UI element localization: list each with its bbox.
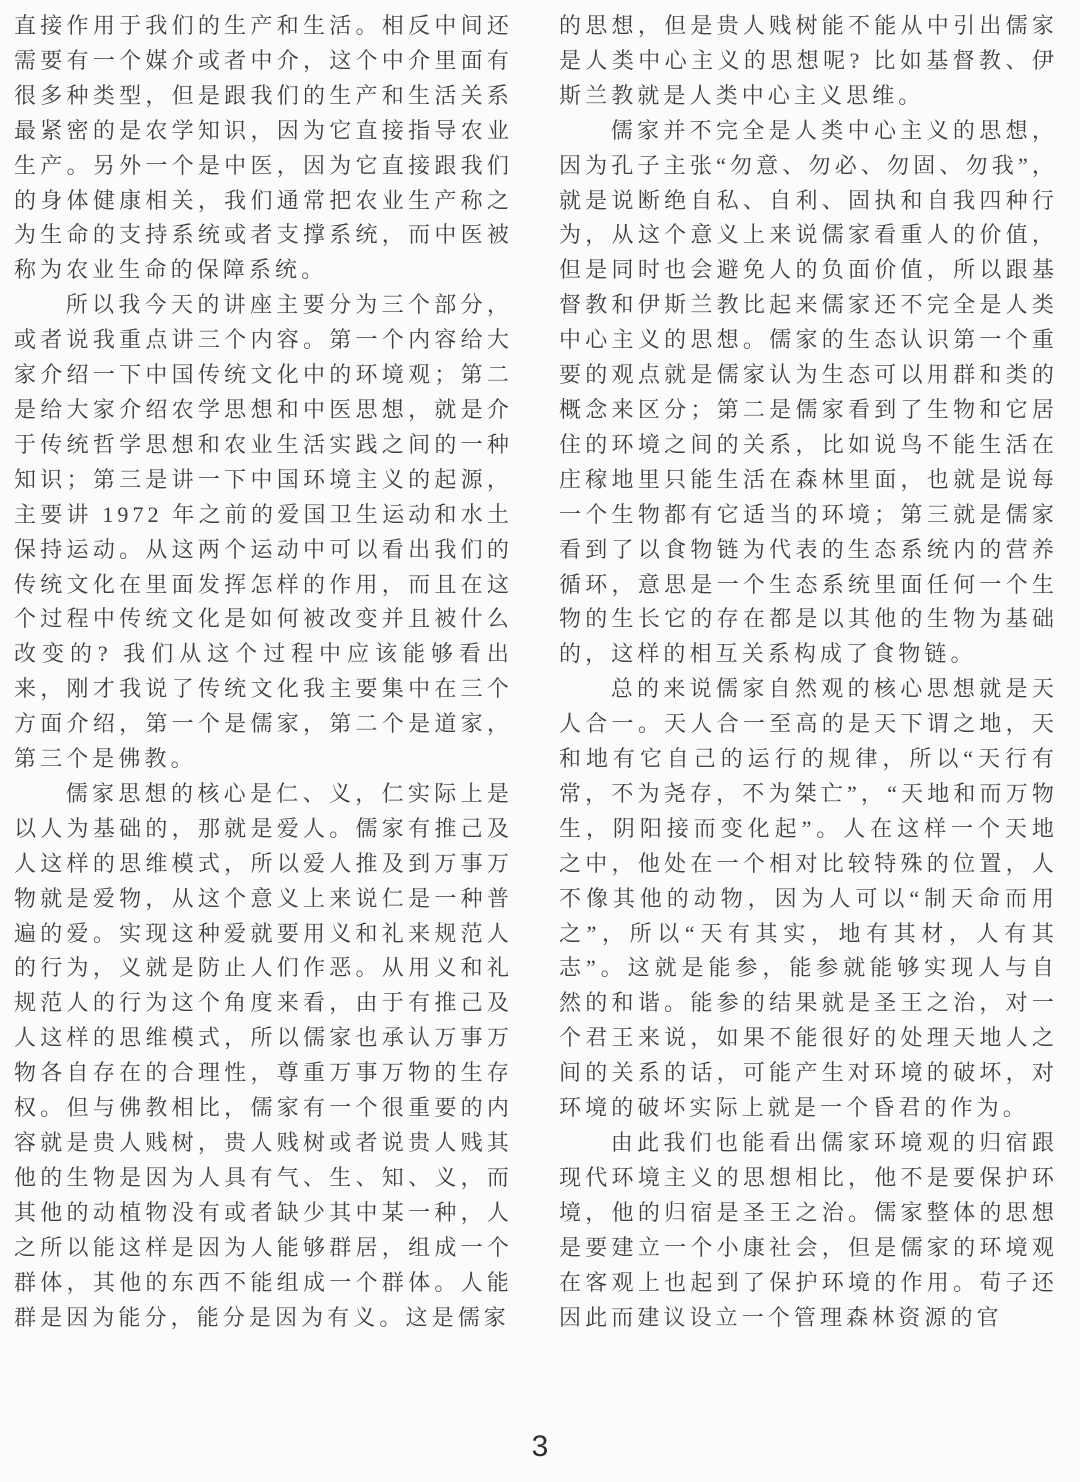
- page-footer: [0, 1430, 1080, 1464]
- two-column-text-layout: [14, 9, 1058, 1335]
- paragraph: 由此我们也能看出儒家环境观的归宿跟现代环境主义的思想相比，他不是要保护环境，他的归宿是圣王之治。儒家整体的思想是要建立一个小康社会，但是儒家的环境观在客观上也起到了保护环境的作用。荀子还因此而建议设立一个管理森林资源的官: [559, 1130, 1058, 1330]
- text-column-right: [559, 9, 1058, 1335]
- paragraph: 儒家并不完全是人类中心主义的思想，因为孔子主张“勿意、勿必、勿固、勿我”，就是说断绝自私、自利、固执和自我四种行为，从这个意义上来说儒家看重人的价值，但是同时也会避免人的负面价值，所以跟基督教和伊斯兰教比起来儒家还不完全是人类中心主义的思想。儒家的生态认识第一个重要的观点就是儒家认为生态可以用群和类的概念来区分；第二是儒家看到了生物和它居住的环境之间的关系，比如说鸟不能生活在庄稼地里只能生活在森林里面，也就是说每一个生物都有它适当的环境；第三就是儒家看到了以食物链为代表的生态系统内的营养循环，意思是一个生态系统里面任何一个生物的生长它的存在都是以其他的生物为基础的，这样的相互关系构成了食物链。: [559, 117, 1058, 667]
- paragraph-continuation: 直接作用于我们的生产和生活。相反中间还需要有一个媒介或者中介，这个中介里面有很多种类型，但是跟我们的生产和生活关系最紧密的是农学知识，因为它直接指导农业生产。另外一个是中医，因为它直接跟我们的身体健康相关，我们通常把农业生产称之为生命的支持系统或者支撑系统，而中医被称为农业生命的保障系统。: [14, 13, 513, 283]
- text-column-left: [14, 9, 513, 1335]
- paragraph: 儒家思想的核心是仁、义，仁实际上是以人为基础的，那就是爱人。儒家有推己及人这样的思维模式，所以爱人推及到万事万物就是爱物，从这个意义上来说仁是一种普遍的爱。实现这种爱就要用义和礼来规范人的行为，义就是防止人们作恶。从用义和礼规范人的行为这个角度来看，由于有推己及人这样的思维模式，所以儒家也承认万事万物各自存在的合理性，尊重万事万物的生存权。但与佛教相比，儒家有一个很重要的内容就是贵人贱树，贵人贱树或者说贵人贱其他的生物是因为人具有气、生、知、义，而其他的动植物没有或者缺少其中某一种，人之所以能这样是因为人能够群居，组成一个群体，其他的东西不能组成一个群体。人能群是因为能分，能分是因为有义。这是儒家: [14, 780, 513, 1330]
- paragraph: 总的来说儒家自然观的核心思想就是天人合一。天人合一至高的是天下谓之地，天和地有它自己的运行的规律，所以“天行有常，不为尧存，不为桀亡”，“天地和而万物生，阴阳接而变化起”。人在这样一个天地之中，他处在一个相对比较特殊的位置，人不像其他的动物，因为人可以“制天命而用之”，所以“天有其实，地有其材，人有其志”。这就是能参，能参就能够实现人与自然的和谐。能参的结果就是圣王之治，对一个君王来说，如果不能很好的处理天地人之间的关系的话，可能产生对环境的破坏，对环境的破坏实际上就是一个昏君的作为。: [559, 676, 1058, 1121]
- paragraph: 所以我今天的讲座主要分为三个部分，或者说我重点讲三个内容。第一个内容给大家介绍一下中国传统文化中的环境观；第二是给大家介绍农学思想和中医思想，就是介于传统哲学思想和农业生活实践之间的一种知识；第三是讲一下中国环境主义的起源，主要讲 1972 年之前的爱国卫生运动和水土保持运动。从这两个运动中可以看出我们的传统文化在里面发挥怎样的作用，而且在这个过程中传统文化是如何被改变并且被什么改变的? 我们从这个过程中应该能够看出来，刚才我说了传统文化我主要集中在三个方面介绍，第一个是儒家，第二个是道家，第三个是佛教。: [14, 292, 513, 772]
- paragraph-continuation: 的思想，但是贵人贱树能不能从中引出儒家是人类中心主义的思想呢? 比如基督教、伊斯兰教就是人类中心主义思维。: [559, 13, 1058, 108]
- page-number: 3: [531, 1430, 549, 1463]
